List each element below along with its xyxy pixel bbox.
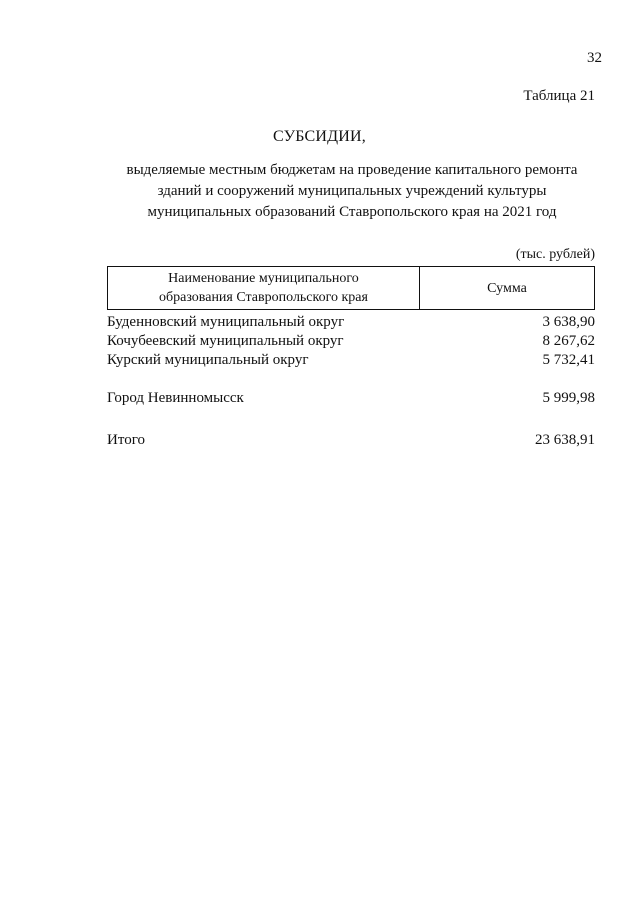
header-sum-column: Сумма (487, 280, 527, 296)
row-value: 5 732,41 (542, 352, 595, 368)
subtitle-line: зданий и сооружений муниципальных учреждений культуры (157, 183, 547, 199)
document-title: СУБСИДИИ, (273, 128, 366, 145)
header-name-line: образования Ставропольского края (159, 290, 368, 305)
table-row (107, 333, 595, 350)
row-value: 8 267,62 (542, 333, 595, 349)
row-value: 5 999,98 (542, 390, 595, 406)
row-value: 3 638,90 (542, 314, 595, 330)
total-row (107, 432, 595, 449)
page-number: 32 (587, 50, 602, 66)
table-row (107, 390, 595, 407)
table-row (107, 314, 595, 331)
header-name-column (108, 267, 420, 309)
table-row (107, 352, 595, 369)
row-name: Курский муниципальный округ (107, 352, 309, 368)
row-name: Кочубеевский муниципальный округ (107, 333, 344, 349)
header-name-line: Наименование муниципального (168, 271, 359, 286)
row-name: Буденновский муниципальный округ (107, 314, 345, 330)
document-subtitle (92, 160, 612, 223)
total-label: Итого (107, 432, 145, 448)
units-label: (тыс. рублей) (515, 247, 595, 262)
total-value: 23 638,91 (535, 432, 595, 448)
table-header (107, 266, 595, 310)
row-name: Город Невинномысск (107, 390, 244, 406)
subtitle-line: муниципальных образований Ставропольского края на 2021 год (147, 204, 557, 220)
table-label: Таблица 21 (523, 88, 595, 104)
subtitle-line: выделяемые местным бюджетам на проведение капитального ремонта (126, 162, 578, 178)
